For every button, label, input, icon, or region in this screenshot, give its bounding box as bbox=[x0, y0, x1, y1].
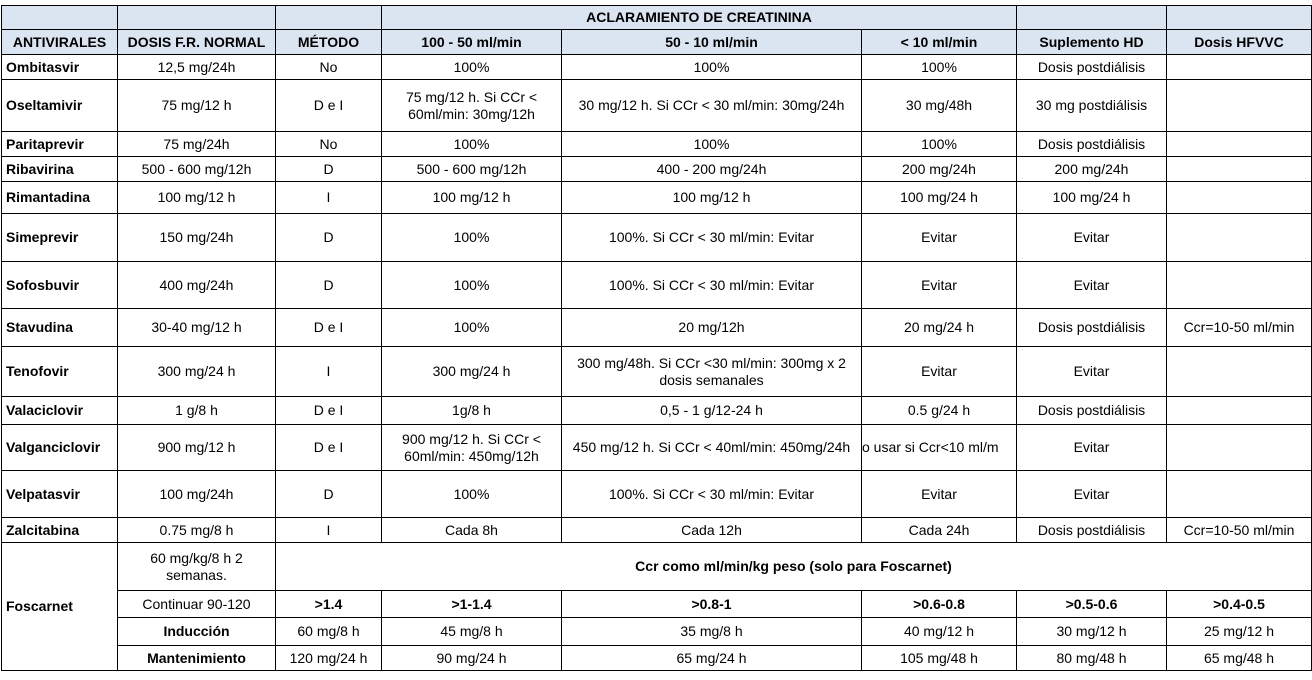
table-cell: 100%. Si CCr < 30 ml/min: Evitar bbox=[562, 262, 862, 309]
table-cell: Evitar bbox=[862, 262, 1017, 309]
header-empty-cell bbox=[118, 6, 276, 30]
table-cell: Dosis postdiálisis bbox=[1017, 132, 1167, 157]
table-cell: 300 mg/48h. Si CCr <30 ml/min: 300mg x 2 dosis semanales bbox=[562, 347, 862, 397]
table-row bbox=[2, 214, 1312, 262]
table-cell: 12,5 mg/24h bbox=[118, 55, 276, 80]
table-cell: 30 mg/48h bbox=[862, 80, 1017, 132]
table-cell: 900 mg/12 h bbox=[118, 425, 276, 471]
table-cell bbox=[1167, 132, 1312, 157]
table-cell: 900 mg/12 h. Si CCr < 60ml/min: 450mg/12h bbox=[382, 425, 562, 471]
table-cell: 90 mg/24 h bbox=[382, 646, 562, 671]
table-cell: 300 mg/24 h bbox=[118, 347, 276, 397]
table-cell: 100% bbox=[382, 55, 562, 80]
table-row bbox=[2, 182, 1312, 214]
table-cell: Evitar bbox=[1017, 471, 1167, 518]
table-cell: D bbox=[276, 157, 382, 182]
header-empty-cell bbox=[2, 6, 118, 30]
table-cell bbox=[1167, 80, 1312, 132]
drug-name: Foscarnet bbox=[2, 543, 118, 671]
table-row bbox=[2, 347, 1312, 397]
table-cell: D e I bbox=[276, 397, 382, 425]
header-columns-row bbox=[2, 30, 1312, 55]
table-cell: 0.5 g/24 h bbox=[862, 397, 1017, 425]
table-cell: Cada 8h bbox=[382, 518, 562, 543]
foscarnet-maintenance-row bbox=[2, 646, 1312, 671]
table-row bbox=[2, 132, 1312, 157]
table-cell: 35 mg/8 h bbox=[562, 618, 862, 646]
table-row bbox=[2, 397, 1312, 425]
ccr-range: >0.6-0.8 bbox=[862, 591, 1017, 618]
table-cell: 100% bbox=[382, 132, 562, 157]
table-cell: 0.75 mg/8 h bbox=[118, 518, 276, 543]
table-cell: 100 mg/24h bbox=[118, 471, 276, 518]
drug-name: Ribavirina bbox=[2, 157, 118, 182]
table-cell: Evitar bbox=[862, 347, 1017, 397]
table-cell: No bbox=[276, 132, 382, 157]
table-cell: 20 mg/12h bbox=[562, 309, 862, 347]
table-cell: I bbox=[276, 518, 382, 543]
drug-name: Ombitasvir bbox=[2, 55, 118, 80]
table-cell: 300 mg/24 h bbox=[382, 347, 562, 397]
header-group-row bbox=[2, 6, 1312, 30]
foscarnet-induction-row bbox=[2, 618, 1312, 646]
table-cell: 400 mg/24h bbox=[118, 262, 276, 309]
column-header: < 10 ml/min bbox=[862, 30, 1017, 55]
table-cell: 500 - 600 mg/12h bbox=[382, 157, 562, 182]
maintenance-label: Mantenimiento bbox=[118, 646, 276, 671]
table-cell: I bbox=[276, 182, 382, 214]
table-cell: D bbox=[276, 262, 382, 309]
table-cell: 75 mg/12 h bbox=[118, 80, 276, 132]
ccr-kg-title: Ccr como ml/min/kg peso (solo para Foscarnet) bbox=[276, 543, 1312, 591]
table-cell: 100 mg/12 h bbox=[562, 182, 862, 214]
table-cell: 30-40 mg/12 h bbox=[118, 309, 276, 347]
table-cell: 65 mg/24 h bbox=[562, 646, 862, 671]
ccr-range: >0.5-0.6 bbox=[1017, 591, 1167, 618]
table-cell bbox=[1167, 262, 1312, 309]
drug-name: Simeprevir bbox=[2, 214, 118, 262]
table-cell: 75 mg/12 h. Si CCr < 60ml/min: 30mg/12h bbox=[382, 80, 562, 132]
table-cell: 100% bbox=[562, 132, 862, 157]
table-cell: 100% bbox=[382, 262, 562, 309]
header-empty-cell bbox=[1167, 6, 1312, 30]
table-cell: Evitar bbox=[1017, 347, 1167, 397]
table-cell: 65 mg/48 h bbox=[1167, 646, 1312, 671]
table-cell: Evitar bbox=[862, 214, 1017, 262]
table-cell: 100%. Si CCr < 30 ml/min: Evitar bbox=[562, 471, 862, 518]
drug-name: Stavudina bbox=[2, 309, 118, 347]
foscarnet-dose-line1: 60 mg/kg/8 h 2 semanas. bbox=[118, 543, 276, 591]
table-cell: 100% bbox=[562, 55, 862, 80]
table-cell: 100% bbox=[382, 309, 562, 347]
table-row bbox=[2, 157, 1312, 182]
table-cell: Evitar bbox=[1017, 214, 1167, 262]
table-cell bbox=[1167, 397, 1312, 425]
table-cell: 100 mg/12 h bbox=[118, 182, 276, 214]
column-header: ANTIVIRALES bbox=[2, 30, 118, 55]
table-cell: 30 mg/12 h. Si CCr < 30 ml/min: 30mg/24h bbox=[562, 80, 862, 132]
table-cell: o usar si Ccr<10 ml/m bbox=[862, 425, 1017, 471]
drug-name: Valaciclovir bbox=[2, 397, 118, 425]
table-cell: Dosis postdiálisis bbox=[1017, 309, 1167, 347]
table-cell: 30 mg/12 h bbox=[1017, 618, 1167, 646]
table-cell bbox=[1167, 55, 1312, 80]
drug-name: Zalcitabina bbox=[2, 518, 118, 543]
table-cell: 100% bbox=[382, 214, 562, 262]
column-header: MÉTODO bbox=[276, 30, 382, 55]
table-cell: 200 mg/24h bbox=[862, 157, 1017, 182]
foscarnet-ranges-row bbox=[2, 591, 1312, 618]
header-empty-cell bbox=[276, 6, 382, 30]
drug-name: Velpatasvir bbox=[2, 471, 118, 518]
drug-name: Sofosbuvir bbox=[2, 262, 118, 309]
renal-dosing-table bbox=[1, 5, 1312, 671]
drug-name: Paritaprevir bbox=[2, 132, 118, 157]
table-cell: Evitar bbox=[862, 471, 1017, 518]
table-cell: I bbox=[276, 347, 382, 397]
table-cell: 60 mg/8 h bbox=[276, 618, 382, 646]
table-cell: 25 mg/12 h bbox=[1167, 618, 1312, 646]
table-cell bbox=[1167, 182, 1312, 214]
table-row bbox=[2, 309, 1312, 347]
table-cell: 200 mg/24h bbox=[1017, 157, 1167, 182]
table-cell: Dosis postdiálisis bbox=[1017, 518, 1167, 543]
header-empty-cell bbox=[1017, 6, 1167, 30]
table-cell: 100%. Si CCr < 30 ml/min: Evitar bbox=[562, 214, 862, 262]
foscarnet-dose-line2: Continuar 90-120 bbox=[118, 591, 276, 618]
column-header: 100 - 50 ml/min bbox=[382, 30, 562, 55]
creatinine-clearance-title: ACLARAMIENTO DE CREATININA bbox=[382, 6, 1017, 30]
table-cell: D e I bbox=[276, 80, 382, 132]
ccr-range: >1.4 bbox=[276, 591, 382, 618]
table-cell: 400 - 200 mg/24h bbox=[562, 157, 862, 182]
drug-name: Tenofovir bbox=[2, 347, 118, 397]
table-cell: 1 g/8 h bbox=[118, 397, 276, 425]
drug-name: Valganciclovir bbox=[2, 425, 118, 471]
table-cell: 100 mg/24 h bbox=[1017, 182, 1167, 214]
table-cell: 120 mg/24 h bbox=[276, 646, 382, 671]
table-cell: 450 mg/12 h. Si CCr < 40ml/min: 450mg/24h bbox=[562, 425, 862, 471]
table-cell: D e I bbox=[276, 425, 382, 471]
table-cell: Dosis postdiálisis bbox=[1017, 397, 1167, 425]
table-cell: 75 mg/24h bbox=[118, 132, 276, 157]
ccr-range: >0.4-0.5 bbox=[1167, 591, 1312, 618]
table-row bbox=[2, 518, 1312, 543]
table-cell: 150 mg/24h bbox=[118, 214, 276, 262]
table-cell bbox=[1167, 347, 1312, 397]
table-cell bbox=[1167, 471, 1312, 518]
table-cell: 30 mg postdiálisis bbox=[1017, 80, 1167, 132]
table-cell: 100% bbox=[862, 132, 1017, 157]
column-header: Dosis HFVVC bbox=[1167, 30, 1312, 55]
table-cell: 100% bbox=[382, 471, 562, 518]
column-header: Suplemento HD bbox=[1017, 30, 1167, 55]
table-cell: 45 mg/8 h bbox=[382, 618, 562, 646]
table-cell bbox=[1167, 425, 1312, 471]
table-row bbox=[2, 425, 1312, 471]
drug-name: Oseltamivir bbox=[2, 80, 118, 132]
table-cell: 105 mg/48 h bbox=[862, 646, 1017, 671]
table-cell: D e I bbox=[276, 309, 382, 347]
table-row bbox=[2, 262, 1312, 309]
table-cell: Ccr=10-50 ml/min bbox=[1167, 518, 1312, 543]
table-cell: 100 mg/24 h bbox=[862, 182, 1017, 214]
table-cell bbox=[1167, 214, 1312, 262]
table-cell: 80 mg/48 h bbox=[1017, 646, 1167, 671]
table-cell: Evitar bbox=[1017, 425, 1167, 471]
table-cell: 500 - 600 mg/12h bbox=[118, 157, 276, 182]
table-cell: Cada 24h bbox=[862, 518, 1017, 543]
foscarnet-row-header bbox=[2, 543, 1312, 591]
table-cell: 1g/8 h bbox=[382, 397, 562, 425]
table-cell: Cada 12h bbox=[562, 518, 862, 543]
table-cell: 100 mg/12 h bbox=[382, 182, 562, 214]
table-cell: 0,5 - 1 g/12-24 h bbox=[562, 397, 862, 425]
table-row bbox=[2, 471, 1312, 518]
table-cell: Dosis postdiálisis bbox=[1017, 55, 1167, 80]
table-cell: Evitar bbox=[1017, 262, 1167, 309]
table-cell: 20 mg/24 h bbox=[862, 309, 1017, 347]
table-cell: No bbox=[276, 55, 382, 80]
table-cell: D bbox=[276, 471, 382, 518]
table-row bbox=[2, 80, 1312, 132]
column-header: 50 - 10 ml/min bbox=[562, 30, 862, 55]
induction-label: Inducción bbox=[118, 618, 276, 646]
ccr-range: >1-1.4 bbox=[382, 591, 562, 618]
table-cell: Ccr=10-50 ml/min bbox=[1167, 309, 1312, 347]
ccr-range: >0.8-1 bbox=[562, 591, 862, 618]
column-header: DOSIS F.R. NORMAL bbox=[118, 30, 276, 55]
table-row bbox=[2, 55, 1312, 80]
table-cell bbox=[1167, 157, 1312, 182]
drug-name: Rimantadina bbox=[2, 182, 118, 214]
table-cell: 100% bbox=[862, 55, 1017, 80]
table-cell: D bbox=[276, 214, 382, 262]
table-cell: 40 mg/12 h bbox=[862, 618, 1017, 646]
